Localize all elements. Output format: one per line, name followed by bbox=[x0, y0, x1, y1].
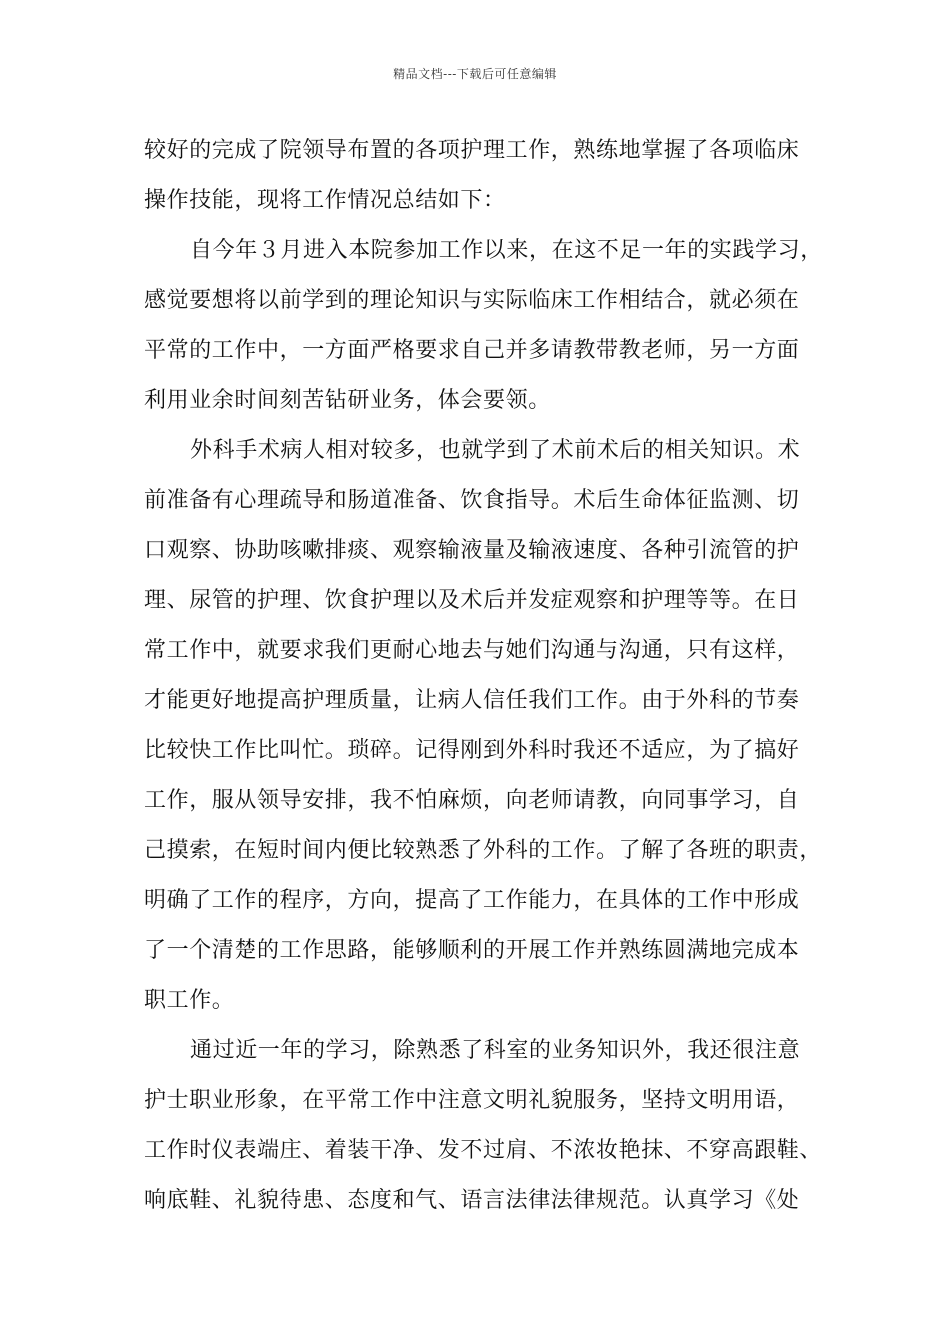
text-line: 才能更好地提高护理质量，让病人信任我们工作。由于外科的节奏 bbox=[144, 688, 800, 713]
text-line: 比较快工作比叫忙。琐碎。记得刚到外科时我还不适应，为了搞好 bbox=[144, 738, 800, 763]
text-line: 前准备有心理疏导和肠道准备、饮食指导。术后生命体征监测、切 bbox=[144, 488, 800, 513]
document-body bbox=[144, 126, 824, 1226]
text-line: 操作技能，现将工作情况总结如下： bbox=[144, 188, 506, 213]
text-line: 工作，服从领导安排，我不怕麻烦，向老师请教，向同事学习，自 bbox=[144, 788, 800, 813]
text-line: 利用业余时间刻苦钻研业务，体会要领。 bbox=[144, 388, 551, 413]
text-line: 明确了工作的程序，方向，提高了工作能力，在具体的工作中形成 bbox=[144, 888, 800, 913]
paragraph-start-line: 外科手术病人相对较多，也就学到了术前术后的相关知识。术 bbox=[190, 438, 801, 463]
page-header: 精品文档---下载后可任意编辑 bbox=[393, 67, 557, 81]
text-line: 口观察、协助咳嗽排痰、观察输液量及输液速度、各种引流管的护 bbox=[144, 538, 800, 563]
text-line: 较好的完成了院领导布置的各项护理工作，熟练地掌握了各项临床 bbox=[144, 138, 800, 163]
text-line: 护士职业形象，在平常工作中注意文明礼貌服务，坚持文明用语， bbox=[144, 1088, 800, 1113]
paragraph-start-line: 自今年３月进入本院参加工作以来，在这不足一年的实践学习， bbox=[190, 238, 823, 263]
paragraph-start-line: 通过近一年的学习，除熟悉了科室的业务知识外，我还很注意 bbox=[190, 1038, 801, 1063]
text-line: 工作时仪表端庄、着装干净、发不过肩、不浓妆艳抹、不穿高跟鞋、 bbox=[144, 1138, 823, 1163]
text-line: 常工作中，就要求我们更耐心地去与她们沟通与沟通，只有这样， bbox=[144, 638, 800, 663]
text-line: 己摸索，在短时间内便比较熟悉了外科的工作。了解了各班的职责， bbox=[144, 838, 823, 863]
text-line: 理、尿管的护理、饮食护理以及术后并发症观察和护理等等。在日 bbox=[144, 588, 800, 613]
text-line: 了一个清楚的工作思路，能够顺利的开展工作并熟练圆满地完成本 bbox=[144, 938, 800, 963]
text-line: 感觉要想将以前学到的理论知识与实际临床工作相结合，就必须在 bbox=[144, 288, 800, 313]
text-line: 响底鞋、礼貌待患、态度和气、语言法律法律规范。认真学习《处 bbox=[144, 1188, 800, 1213]
text-line: 平常的工作中，一方面严格要求自己并多请教带教老师，另一方面 bbox=[144, 338, 800, 363]
text-line: 职工作。 bbox=[144, 988, 235, 1013]
